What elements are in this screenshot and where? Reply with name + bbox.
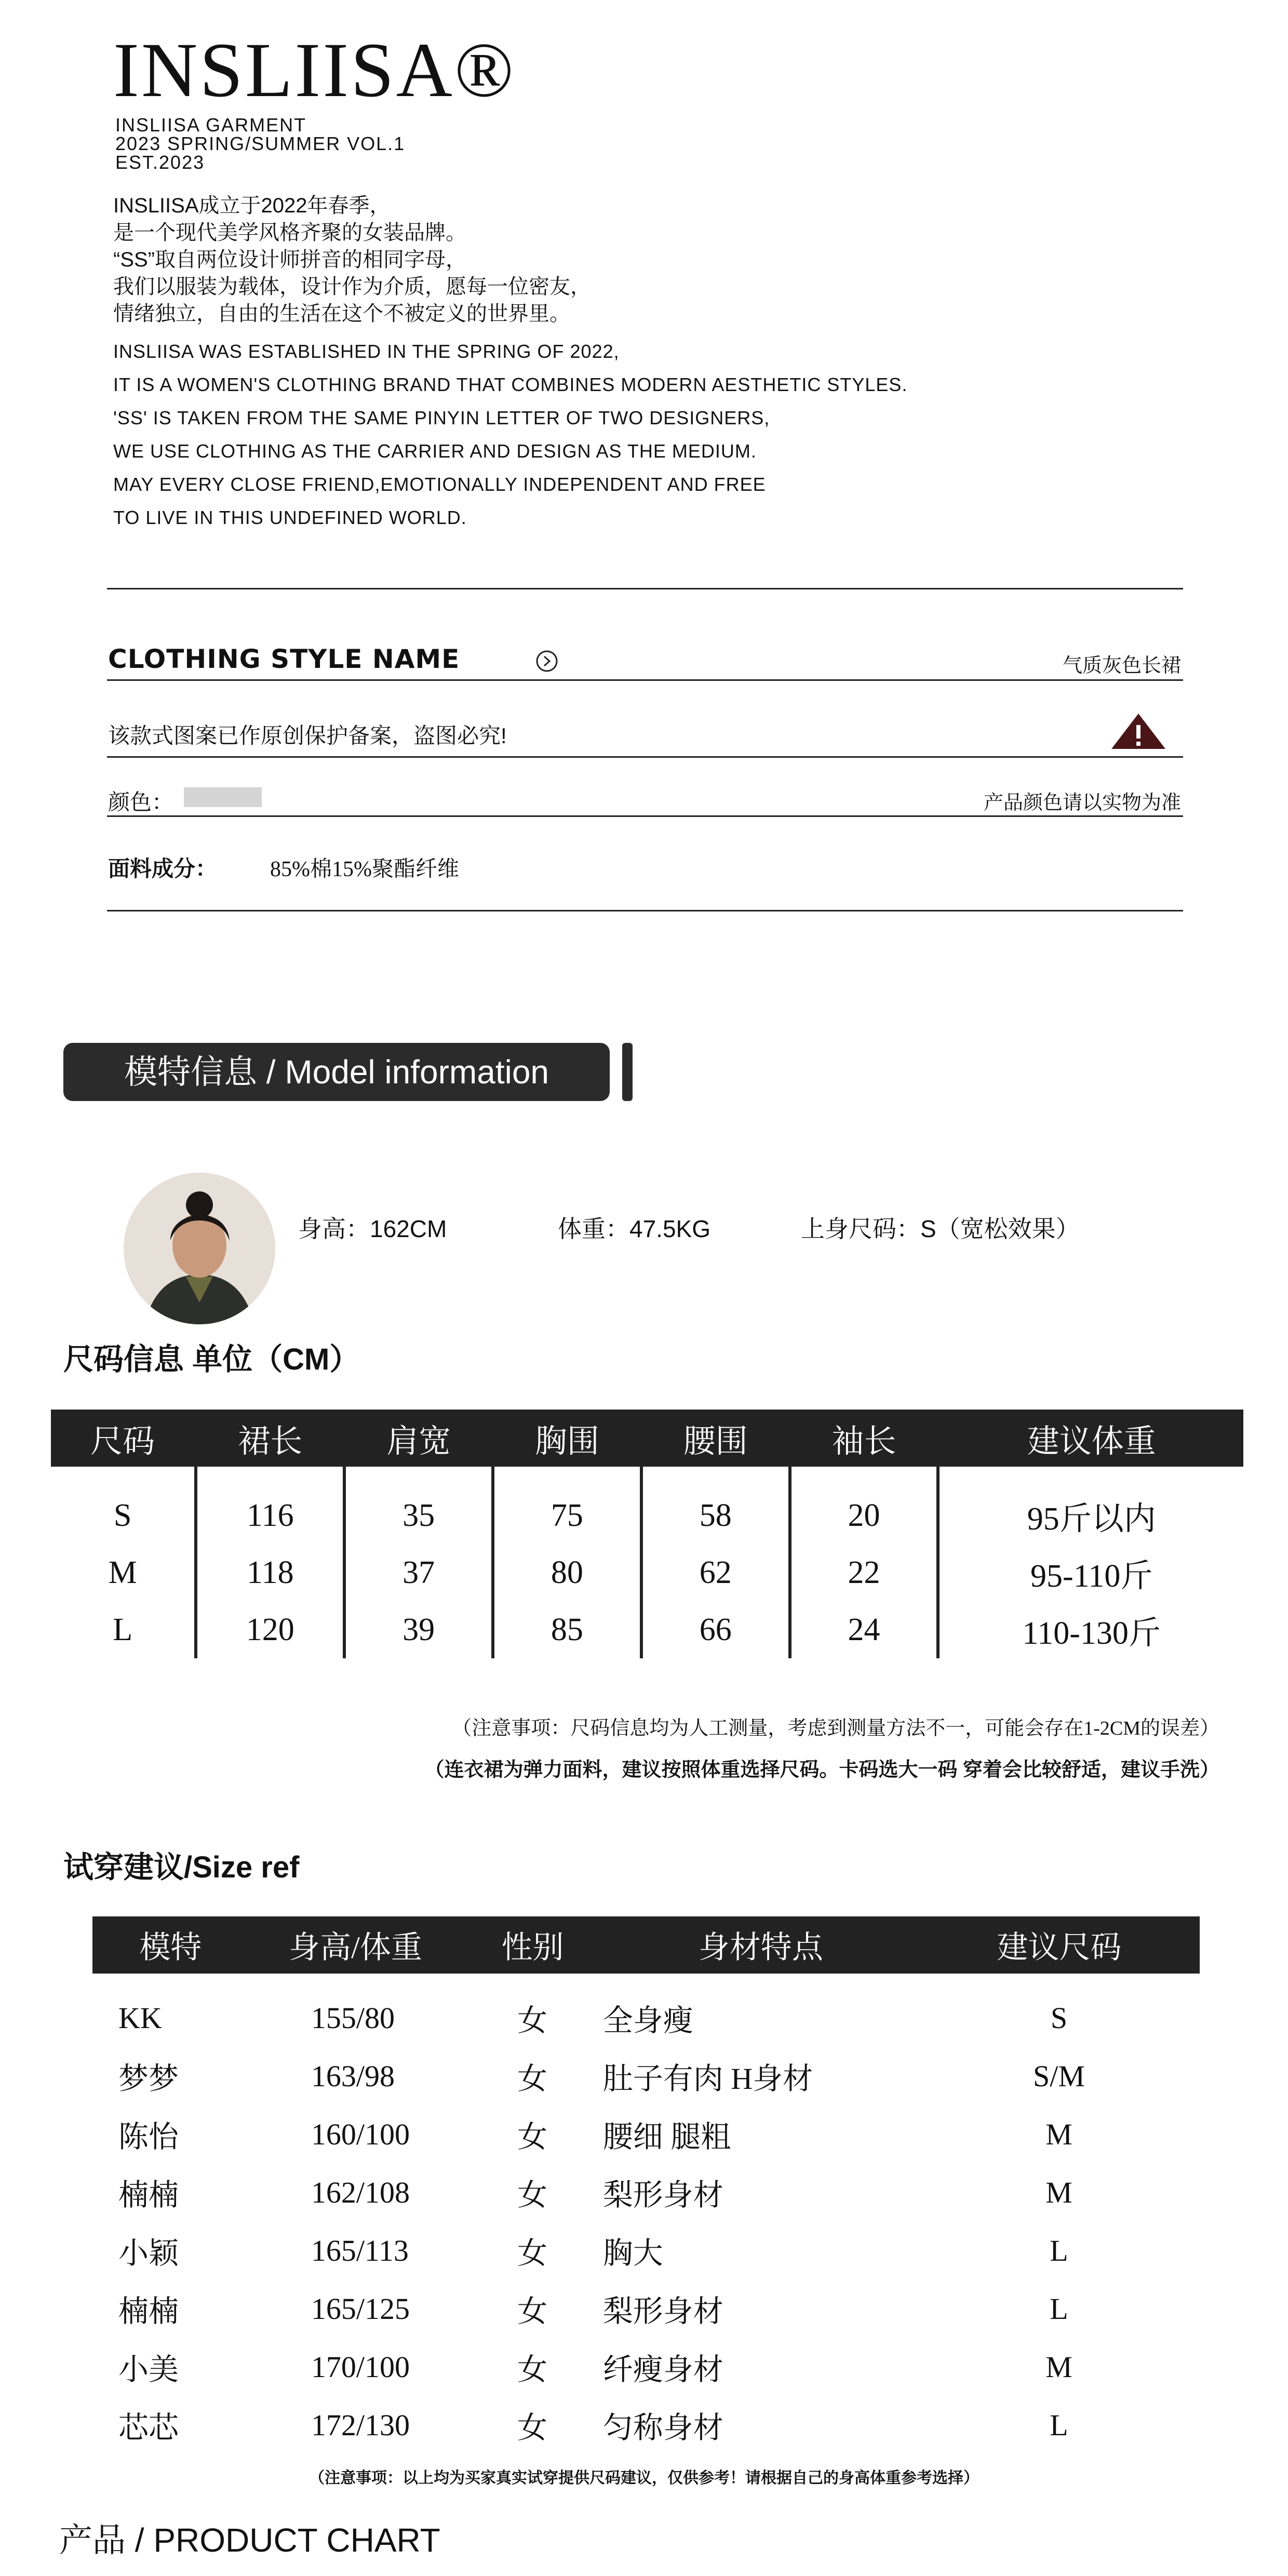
brand-story-en-1: INSLIISA WAS ESTABLISHED IN THE SPRING OF 2022, xyxy=(113,341,620,362)
table-cell: 160/100 xyxy=(311,2117,410,2151)
table-cell: 80 xyxy=(493,1544,641,1601)
header-cell: 身材特点 xyxy=(603,1916,919,1974)
table-cell: 165/113 xyxy=(311,2233,409,2268)
table-cell: 女 xyxy=(517,2236,547,2270)
table-cell: 梦梦 xyxy=(118,2062,179,2096)
table-cell: 120 xyxy=(196,1601,344,1658)
warning-icon xyxy=(1107,710,1170,752)
arrow-circle-icon xyxy=(535,649,559,673)
color-swatch xyxy=(184,787,262,807)
brand-story-en-2: IT IS A WOMEN'S CLOTHING BRAND THAT COMBINES MODERN AESTHETIC STYLES. xyxy=(113,374,908,395)
brand-story-en-5: MAY EVERY CLOSE FRIEND,EMOTIONALLY INDEPENDENT AND FREE xyxy=(113,474,766,495)
table-cell: M xyxy=(108,1554,137,1590)
divider xyxy=(107,756,1183,758)
style-name: 气质灰色长裙 xyxy=(1062,655,1181,677)
table-row xyxy=(92,2221,1200,2279)
table-cell: L xyxy=(1050,2408,1068,2442)
size-ref-title: 试穿建议/Size ref xyxy=(63,1850,300,1884)
header-cell: 袖长 xyxy=(790,1410,938,1467)
size-table xyxy=(51,1410,1243,1658)
divider xyxy=(107,910,1183,911)
table-row xyxy=(92,2047,1200,2105)
style-label: CLOTHING STYLE NAME xyxy=(108,644,460,674)
table-cell: 110-130斤 xyxy=(938,1601,1243,1658)
color-note: 产品颜色请以实物为准 xyxy=(983,792,1181,814)
header-cell: 身高/体重 xyxy=(249,1916,462,1974)
table-cell: 腰细 腿粗 xyxy=(602,2120,731,2154)
brand-story-cn-5: 情绪独立，自由的生活在这个不被定义的世界里。 xyxy=(113,302,570,325)
table-cell: L xyxy=(113,1612,133,1647)
brand-story-cn-4: 我们以服装为载体，设计作为介质，愿每一位密友， xyxy=(113,275,591,298)
header-cell: 性别 xyxy=(462,1916,603,1974)
table-cell: 女 xyxy=(517,2411,547,2445)
table-cell: M xyxy=(1045,2175,1072,2209)
table-cell: 女 xyxy=(517,2120,547,2154)
table-cell: L xyxy=(1050,2291,1068,2326)
table-cell: S xyxy=(1050,2001,1068,2035)
table-cell: 胸大 xyxy=(602,2236,663,2270)
brand-story-cn-2: 是一个现代美学风格齐聚的女装品牌。 xyxy=(113,221,466,244)
table-row xyxy=(92,2279,1200,2338)
size-ref-note: （注意事项：以上均为买家真实试穿提供尺码建议，仅供参考！请根据自己的身高体重参考选择） xyxy=(309,2470,979,2487)
table-row xyxy=(92,1974,1200,2047)
table-cell: S/M xyxy=(1033,2059,1085,2093)
table-cell: 女 xyxy=(517,2062,547,2096)
fabric-label: 面料成分： xyxy=(108,856,218,881)
table-cell: 匀称身材 xyxy=(602,2411,723,2445)
est-label: EST.2023 xyxy=(115,152,205,173)
table-cell: 95斤以内 xyxy=(938,1467,1243,1544)
table-cell: 楠楠 xyxy=(118,2178,179,2212)
table-row xyxy=(92,2396,1200,2454)
table-cell: 162/108 xyxy=(311,2175,410,2209)
table-cell: 小美 xyxy=(118,2353,179,2386)
table-cell: 女 xyxy=(517,2353,547,2386)
table-cell: 女 xyxy=(517,2295,547,2328)
size-table-header xyxy=(51,1410,1243,1467)
divider xyxy=(107,588,1183,589)
header-cell: 模特 xyxy=(92,1916,249,1974)
table-cell: 155/80 xyxy=(311,2001,395,2035)
table-cell: 39 xyxy=(344,1601,493,1658)
brand-story-en-4: WE USE CLOTHING AS THE CARRIER AND DESIGN AS THE MEDIUM. xyxy=(113,440,757,462)
table-cell: 全身瘦 xyxy=(602,2004,693,2037)
brand-story-en-3: 'SS' IS TAKEN FROM THE SAME PINYIN LETTER OF TWO DESIGNERS, xyxy=(113,407,770,428)
table-cell: 小颖 xyxy=(118,2236,179,2270)
model-height: 身高：162CM xyxy=(298,1215,447,1242)
header-cell: 裙长 xyxy=(196,1410,344,1467)
table-cell: 116 xyxy=(196,1467,344,1544)
table-cell: S xyxy=(113,1497,132,1533)
brand-story-cn-3: “SS”取自两位设计师拼音的相同字母， xyxy=(113,248,466,271)
color-label: 颜色： xyxy=(108,790,174,814)
garment-label: INSLIISA GARMENT xyxy=(115,114,307,136)
size-ref-header xyxy=(92,1916,1200,1974)
table-cell: 58 xyxy=(641,1467,790,1544)
fabric-value: 85%棉15%聚酯纤维 xyxy=(270,857,459,881)
table-row xyxy=(51,1601,1243,1658)
header-cell: 腰围 xyxy=(641,1410,790,1467)
table-row xyxy=(51,1467,1243,1544)
size-info-title: 尺码信息 单位（CM） xyxy=(63,1343,360,1376)
table-row xyxy=(51,1544,1243,1601)
table-cell: M xyxy=(1045,2350,1072,2384)
table-cell: 163/98 xyxy=(311,2059,395,2093)
table-cell: 陈怡 xyxy=(118,2120,179,2154)
header-cell: 胸围 xyxy=(493,1410,641,1467)
table-cell: 20 xyxy=(790,1467,938,1544)
divider xyxy=(107,679,1183,681)
table-row xyxy=(92,2105,1200,2163)
table-cell: 楠楠 xyxy=(118,2295,179,2328)
season-label: 2023 SPRING/SUMMER VOL.1 xyxy=(115,133,406,154)
brand-logo: INSLIISA® xyxy=(113,27,516,113)
table-cell: 37 xyxy=(344,1544,493,1601)
fabric-note: （连衣裙为弹力面料，建议按照体重选择尺码。卡码选大一码 穿着会比较舒适，建议手洗） xyxy=(424,1759,1219,1781)
model-size: 上身尺码：S（宽松效果） xyxy=(801,1215,1080,1242)
table-cell: M xyxy=(1045,2117,1072,2151)
copyright-notice: 该款式图案已作原创保护备案，盗图必究! xyxy=(108,723,507,748)
table-cell: 35 xyxy=(344,1467,493,1544)
header-cell: 肩宽 xyxy=(344,1410,493,1467)
brand-story-cn-1: INSLIISA成立于2022年春季， xyxy=(113,194,391,217)
table-cell: 165/125 xyxy=(311,2291,410,2326)
header-cell: 建议体重 xyxy=(938,1410,1243,1467)
measurement-note: （注意事项：尺码信息均为人工测量，考虑到测量方法不一，可能会存在1-2CM的误差） xyxy=(452,1718,1219,1739)
header-cell: 建议尺码 xyxy=(919,1916,1200,1974)
table-cell: 95-110斤 xyxy=(938,1544,1243,1601)
table-cell: 24 xyxy=(790,1601,938,1658)
table-row xyxy=(92,2163,1200,2221)
table-cell: 梨形身材 xyxy=(602,2178,723,2212)
product-chart-title: 产品 / PRODUCT CHART xyxy=(59,2521,440,2559)
table-cell: L xyxy=(1050,2233,1068,2268)
table-cell: 22 xyxy=(790,1544,938,1601)
avatar xyxy=(124,1173,275,1324)
table-cell: 纤瘦身材 xyxy=(602,2353,723,2386)
table-cell: 芯芯 xyxy=(118,2411,179,2445)
table-cell: 172/130 xyxy=(311,2408,410,2442)
table-cell: 118 xyxy=(196,1544,344,1601)
table-cell: 85 xyxy=(493,1601,641,1658)
header-cell: 尺码 xyxy=(51,1410,196,1467)
table-cell: 75 xyxy=(493,1467,641,1544)
divider xyxy=(107,815,1183,817)
table-cell: 梨形身材 xyxy=(602,2295,723,2328)
size-ref-table xyxy=(92,1916,1200,2454)
table-cell: KK xyxy=(118,2001,162,2035)
model-weight: 体重：47.5KG xyxy=(558,1215,710,1242)
badge-accent-bar xyxy=(622,1043,633,1101)
brand-story-en-6: TO LIVE IN THIS UNDEFINED WORLD. xyxy=(113,507,467,528)
table-row xyxy=(92,2338,1200,2396)
table-cell: 62 xyxy=(641,1544,790,1601)
table-cell: 女 xyxy=(517,2004,547,2037)
table-cell: 女 xyxy=(517,2178,547,2212)
table-cell: 肚子有肉 H身材 xyxy=(602,2062,813,2096)
table-cell: 170/100 xyxy=(311,2350,410,2384)
model-info-badge: 模特信息 / Model information xyxy=(63,1043,610,1101)
table-cell: 66 xyxy=(641,1601,790,1658)
